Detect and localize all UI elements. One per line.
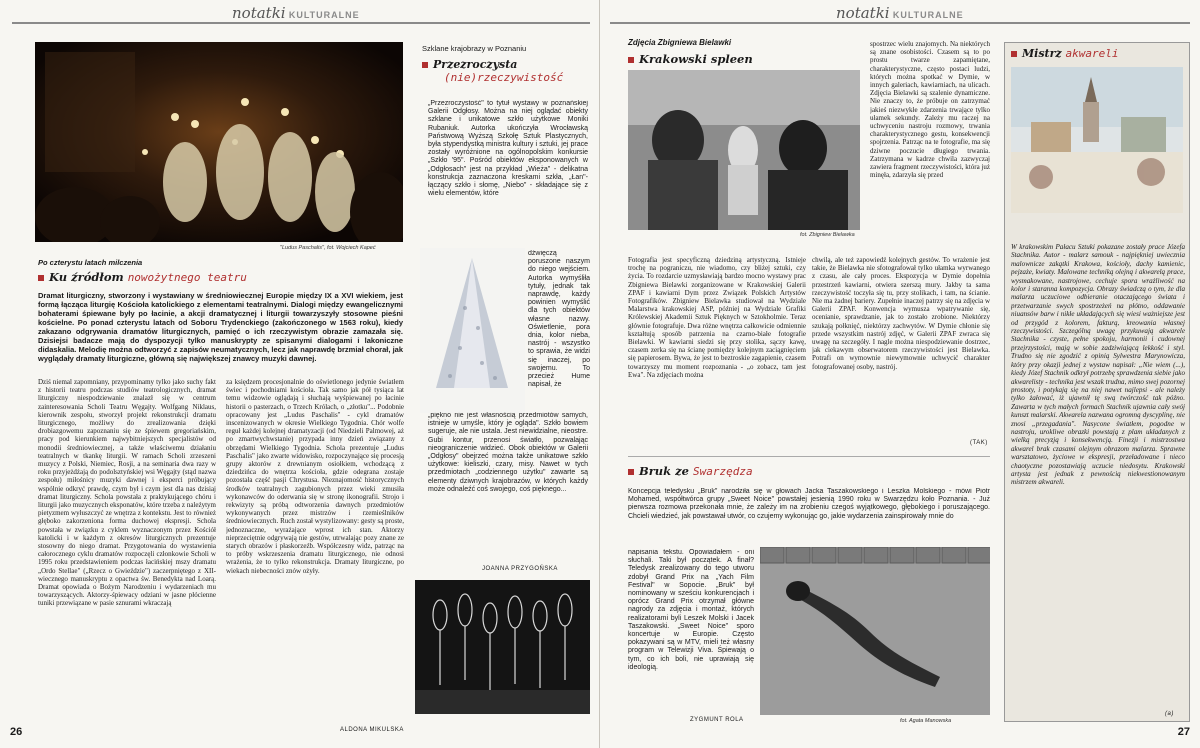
bruk-title-b: Swarzędza — [692, 465, 753, 478]
mistrz-title — [1011, 47, 1119, 60]
ludus-column-2: za księdzem procesjonalnie do oświetlonego jedynie światłem świec i pochodniami kościoła. Tak samo jak pół tysiąca lat temu widzowie oglądają i słuchają wyśpiewanej po łacinie historii o pasterzach, o Trzech Królach, o „złotku"... Podobnie opracowany jest „Ludus Paschalis" - cykl dramatów inscenizowanych w okresie Wielkiego Tygodnia. Chór wolfe reguł każdej kolejnej dramatyzacji (od Niedzieli Palmowej, aż po zmartwychwstanie) przypada inny dzień związany z obrzędami Wielkiego Tygodnia. Schola prezentuje „Ludus Paschalis" jako zwarte widowisko, rozpoczynające się procesją grupy aktorów z drewnianym osiołkiem, wchodzącą z dziedzińca do wnętrza kościoła, gdzie odegrana zostaje pozostała część pasji Chrystusa. Nieznajomość historycznych środków teatralnych zagubionych przez wieki zmusiła wykonawców do oderwania się w stronę ikonografii. Strojo i rekwizyty są próbą odtworzenia dawnych przedmiotów wykonywanych przez mistrzów i rzemieślników średniowiecznych. Ruch został wystylizowany: gesty są proste, jednoznaczne, wyrażające wprost ich stan. Aktorzy nieprzeciętnie odgrywają nie gestów, utrwalając pozy znane ze starych obrazów i płaskorzeźb. Współczesny widz, patrząc na to próby wskrzeszenia dramatu liturgicznego, nie odnosi wrażenia, że to tylko rekonstrukcja. Dramaty liturgiczne, po wiekach niebecności znów ożyły. — [226, 378, 404, 575]
section-divider — [628, 456, 990, 457]
mistrz-text: W krakowskim Pałacu Sztuki pokazane zostały prace Józefa Stachnika. Autor - malarz samouk - najpiękniej uwiecznia malownicze zakątki Krakowa, kościoły, dachy kamienic, pejzaże, kwiaty. Malowane techniką olejną i akwarelą prace, wysmakowane, nastrojowe, cechuje spora wrażliwość na kolor i staranna kompozycja. Obrazy świadczą o tym, że dla malarza uczuciowe odbieranie otaczającego świata i przetwarzanie swych spostrzeżeń na płótno, oddawanie niuansów barw i nikłe układających się wiesi ważniejsze jest od przygód z kolorem, fakturą, kreowania własnej rzeczywistości. Szczególną uwagę przykuwają akwarele Stachnika - czyste, pełne spokoju, harmonii i cudownej przejrzystości, mają w sobie zadziwiającą lekkość i styl. Trudno się nie zgodzić z opinią Sylwestra Marynowicza, który przy okazji jednej z wystaw napisał: „Nie wiem (...), kiedy Józef Stachnik odkrył potrzebę sprawdzenia siebie jako akwarelisty - technika jest wszak trudna, mimo swej pozornej prostoty, i potykają się na niej nawet najlepsi - ale należy tylko żałować, iż ujawnił tę swą twórczość tak późno. Zawarta w tych małych formach Stachnik ujawnia cały swój kunszt malarski. Akwarela nazwana ogromną dyscyplinę, nie znosi „przegadania". Nasycone światłem, pogodne w nastroju, urokliwe obrazki powstają z plam układanych z wielką precyzją i konsekwencją. Finezji i mistrzostwa akwarel brak czasami olejnym obrazom malarza. Sprawne warsztatowo, życiowe w ekspresji, przeładowane i nieco chaotyczne pozostawiają uczucie niedosytu. Krakowski artysta jest jednak z pewnością niekwestionowanym mistrzem akwareli. — [1011, 243, 1185, 487]
bruk-photo-caption: fot. Agata Manowska — [900, 718, 952, 724]
header-rule — [12, 22, 590, 24]
bruk-text-narrow: napisania tekstu. Opowiadałem - oni słuchali. Taki był początek. A finał? Teledysk zrealizowany do tego utworu zdobył Grand Prix na „Yach Film Festival" w Sopocie. „Bruk" był nominowany w sześciu konkurencjach i oprócz Grand Prix otrzymał główne nagrody za zdjęcia i montaż, których realizatorami byli Leszek Molski i Jacek Taszakowski. „Sweet Noice" sporo koncertuje w Europie. Często pokazywani są w MTV, mieli też własny program w Telewizji Viva. Śpiewają o tym, co ich boli, nie uprawiają się ideologią. — [628, 549, 754, 671]
ludus-title-a: Ku źródłom — [49, 270, 128, 284]
krakow-author: (TAK) — [970, 440, 988, 446]
page-number-left: 26 — [10, 726, 23, 738]
glass-title-a: Przezroczysta — [433, 58, 518, 71]
square-bullet-icon — [38, 275, 44, 281]
ludus-pretitle: Po czterystu latach milczenia — [38, 258, 143, 267]
header-notatki: notatki — [836, 4, 890, 22]
glass-sculpture-photo — [420, 248, 525, 413]
bruk-title — [628, 464, 753, 478]
krakow-column-top: spostrzec wielu znajomych. Na niektórych są znane osobistości. Czasem są to po prostu twarze zapamiętane, charakterystyczne, często postaci ludzi, których można spotkać w Dymie, w innych galeriach, kawiarniach, na ulicach. Zdjęcia Bielawki są szalenie dynamiczne. Nie znaczy to, że próbuje on zatrzymać jakieś niezwykłe zdarzenia trwające tylko ułamek sekundy. Zależy mu raczej na uchwyceniu nastroju rozmowy, trwania charakterystycznego gestu, konsekwencji spojrzenia. Patrząc na te fotografie, ma się dziwne poczucie długiego trwania. Zatrzymana w kadrze chwila zazwyczaj zawiera fragment rzeczywistości, która już minęła, zdarzyła się przed — [870, 40, 990, 180]
ludus-author: ALDONA MIKULSKA — [340, 727, 404, 733]
krakow-photo-caption: fot. Zbigniew Bielawka — [800, 232, 855, 238]
krakow-title — [628, 52, 753, 66]
square-bullet-icon — [628, 57, 634, 63]
ludus-lead: Dramat liturgiczny, stworzony i wystawiany w średniowiecznej Europie między IX a XVI wiekiem, jest formą łącząca liturgię Kościoła katolickiego z elementami teatralnymi. Dialogi między ewangelicznymi bohaterami śpiewane były po łacinie, a akcji dramatycznej i liturgii towarzyszyły stosowne pieśni kościelne. Po ponad czterystu latach od Soboru Trydenckiego (zakończonego w 1563 roku), kiedy zakazano odgrywania dramatów liturgicznych, pamięć o ich rzeczywistym obrazie zamazała się. Dzisiejsi badacze mają do dyspozycji tylko manuskrypty ze spisanymi dialogami i lakoniczne didaskalia. Melodię można odtworzyć z zapisów neumatycznych, lecz jak naprawdę brzmiał chorał, jak wyglądały dramaty liturgiczne, główną się największej znawcy muzyki dawnej. — [38, 291, 403, 363]
krakow-spleen-photo — [628, 70, 860, 230]
section-header — [232, 4, 360, 22]
krakow-pretitle: Zdjęcia Zbigniewa Bielawki — [628, 38, 732, 47]
header-kulturalne: KULTURALNE — [288, 10, 360, 20]
glass-title-b: (nie)rzeczywistość — [444, 71, 564, 84]
watercolor-painting-photo — [1011, 67, 1183, 213]
bruk-text-wide: Koncepcja teledysku „Bruk" narodziła się w głowach Jacka Taszakowskiego i Leszka Molskiego - mówi Piotr Mohamed, współtwórca grupy „Sweet Noice" powstałej jesienią 1990 roku w Swarzędzu koło Poznania. - Już pierwsza rozmowa przekonała mnie, że zależy im na zrobieniu czegoś wyjątkowego, głębokiego i poruszającego. Chcieli wiedzieć, jak powstawał utwór, co czujemy wykonując go, jakie wydarzenia zainspirowały mnie do — [628, 488, 990, 520]
ludus-paschalis-photo — [35, 42, 403, 242]
glass-text-bottom: „piękno nie jest własnością przedmiotów samych, istnieje w umyśle, który je ogląda". Szkło bowiem sugeruje, ale nie ustala. Jest niewidzialne, nieostre. Gubi kontur, przenosi światło, pozwalając nieograniczenie widzieć. Obok obiektów w Galerii „Odgłosy" obejrzeć można także unikatowe szkło użytkowe: kieliszki, czary, misy. Nawet w tych przedmiotach „codziennego użytku" zawarte są elementy dziwnych krajobrazów, w których każdy może odnaleźć coś swojego, coś pięknego... — [428, 412, 588, 493]
ludus-photo-caption: "Ludus Paschalis", fot. Wojciech Kapeć — [280, 245, 376, 251]
glass-text-narrow: dźwięczą poruszone naszym do niego wejściem. Autorka wymyśliła tytuły, jednak tak naprawdę, każdy powinien wymyślić dla tych obiektów własne nazwy. Oświetlenie, pora dnia, kolor nieba, nastrój - wszystko to sprawia, że widzi się inaczej, po swojemu. To przecież Hume napisał, że — [528, 250, 590, 389]
header-rule — [610, 22, 1190, 24]
ludus-title — [38, 270, 247, 284]
krakow-column-b: chwilą, ale też zapowiedź kolejnych gestów. To wrażenie jest takie, że Bielawka nie sfotografował tylko ułamka wyrwanego z czasu, ale cały proces. Ekspozycja w Dymie dopełnia przestrzeń kawiarni, otwiera szerszą mury. Jakby ta sama rzeczywistość toczyła się tu, przy stolikach, i tam, na ścianie. Nie ma żadnej bariery. Zupełnie inaczej patrzy się na zdjęcia w Galerii ZPAF. Konwencja wymusza wpatrywanie się, ocenianie, sprawdzanie, jak to zostało zrobione. Niektórzy szukają połknięć, niektórzy zachwytów. W Dymie chłonie się przede wszystkim nastrój zdjęć, w Galerii ZPAF zwraca się uwagę na szczegóły. I nagle można niespodziewanie dostrzec, jak ciekawym obserwatorem rzeczywistości jest Bielawka. Potrafi on wymownie niewymownie uchwycić charakter fotografowanej osoby, nastrój. — [812, 256, 990, 371]
krakow-column-a: Fotografia jest specyficzną dziedziną artystyczną. Istnieje trochę na pograniczu, nie wiadomo, czy bliżej sztuki, czy życia. To rozdarcie uzmysławiają bardzo mocno wystawy prac Zbigniewa Bielawki zorganizowane w Krakowskiej Galerii ZPAF i kawiarni Dym przez Związek Polskich Artystów Fotografików. Zbigniew Bielawka studiował na Wydziale Malarstwa krakowskiej ASP, później na Wydziale Grafiki Królewskiej Akademii Sztuk Pięknych w Sztokholmie. Teraz głównie fotografuje. Dwa różne wnętrza całkowicie odmiennie kształtują sposób patrzenia na czarno-białe fotografie Bielawki. W kawiarni siedzi się przy stolika, sączy kawę, czasem zerka się na ścianę pomiędzy kolejnym zaciągnięciem się papierosem. Bywa, że jest to beztroskie zagapienie, czasem towarzyszy mu moment rozpoznania - „o zobacz, tam jest Ewa". Na zdjęciach można — [628, 256, 806, 379]
mistrz-author: (a) — [1165, 711, 1174, 717]
page-number-right: 27 — [1177, 726, 1190, 738]
glass-title — [422, 58, 563, 84]
ludus-column-1: Dziś niemal zapomniany, przypominamy tylko jako suchy fakt z historii teatru podczas studiów teatrologicznych, dramat liturgiczny niespodziewanie znalazł się w centrum zainteresowania Scholi Teatru Węgajty. Wolfgang Niklaus, kierownik zespołu, stworzył projekt rekonstrukcji dramatu liturgicznego, możliwy do zrealizowania dzięki drobiazgowemu zapoznaniu się ze śpiewem gregoriańskim, pracy pod kierunkiem najwybitniejszych specjalistów od monodii średniowiecznej, a także właściwemu działaniu teatralnych w tkankę liturgii. W ramach Scholi zrzeszeni muzycy z Polski, Niemiec, Rosji, a na seminaria dwa razy w roku przyjeżdżają do podolsztyńskiej wsi Węgajty (stąd nazwa zespołu) miłośnicy muzyki dawnej i eksperci próbujący wspólnie odkryć prawdę, czym był i czym jest dla nas dzisiaj dramat liturgiczny. Schola powstała z praktykującego chóru i liturgii jako muzycznych eksponatów, które trzeba z naleźytym pietyzmem wyłuszczyć ze wnętrza z kontekstu. Jest to również głęboko zakorzeniona forma duchowej ekspresji. Schola powstała w związku z cyklem wyznaczonym przez Kościół katolicki i w każdym z okresów liturgicznych prezentuje stosowny do niego dramat. Przygotowania do wystawienia całorocznego cyklu dramatów rozpoczęli członkowie Scholi w 1995 roku przedstawieniem podczas łacińskiej mszy dramatu „Ordo Stellae" („Rzecz o Gwieździe") zaczerpniętego z XII-wiecznego manuskryptu z opactwa św. Benedykta nad Loarą. Dramat opowiada o Bożym Narodzeniu i wydarzeniach mu towarzyszących. Aktorzy-śpiewacy odziani w jasne płócienne tuniki przewiązane w pasie sznurami wkraczają — [38, 378, 216, 608]
header-kulturalne: KULTURALNE — [892, 10, 964, 20]
ludus-title-b: nowożytnego teatru — [127, 271, 247, 284]
mistrz-title-b: akwareli — [1065, 47, 1119, 60]
glass-text-top: „Przezroczystość" to tytuł wystawy w poznańskiej Galerii Odgłosy. Można na niej oglądać obiekty szklane i unikatowe szkło użytkowe Moniki Rubaniuk. Autorka ukończyła Wrocławską Państwową Wyższą Szkołę Sztuk Plastycznych, była stypendystką ministra kultury i sztuki, jej prace zostały wyróżnione na ogólnopolskim konkursie „Szkło '95". Pośród obiektów eksponowanych w „Odgłosach" jest na przykład „Wieża" - delikatna konstrukcja zaznaczona kreskami szkła, „Łan"- łączący szkło i słomę, „Niebo" - składające się z wielu elementów, które — [428, 100, 588, 198]
header-notatki: notatki — [232, 4, 286, 22]
square-bullet-icon — [422, 62, 428, 68]
square-bullet-icon — [1011, 51, 1017, 57]
right-page — [600, 0, 1200, 748]
bruk-title-a: Bruk ze — [639, 464, 693, 478]
bruk-author: ZYGMUNT ROLA — [690, 717, 744, 723]
glass-pretitle: Szklane krajobrazy w Poznaniu — [422, 44, 527, 53]
glass-objects-photo — [415, 580, 590, 714]
square-bullet-icon — [628, 469, 634, 475]
bruk-video-photo — [760, 547, 990, 715]
section-header — [836, 4, 964, 22]
krakow-title-text: Krakowski spleen — [639, 52, 753, 66]
mistrz-title-a: Mistrz — [1022, 47, 1066, 60]
mistrz-akwareli-box — [1004, 42, 1190, 722]
glass-author: JOANNA PRZYGOŃSKA — [482, 566, 558, 572]
